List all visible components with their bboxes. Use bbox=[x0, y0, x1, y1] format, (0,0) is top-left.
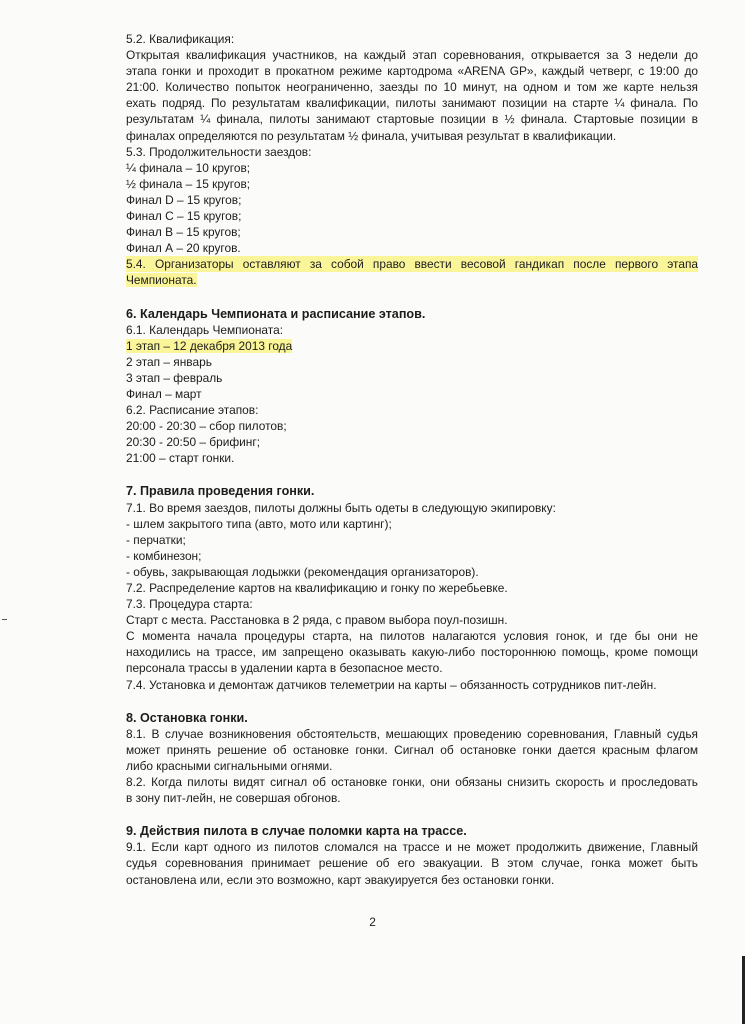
list-item: Финал С – 15 кругов; bbox=[126, 209, 242, 224]
list-item: Финал В – 15 кругов; bbox=[126, 225, 241, 240]
paragraph-line: остановлена или, если это возможно, карт эвакуируется без остановки гонки. bbox=[126, 872, 555, 887]
list-item: Финал А – 20 кругов. bbox=[126, 241, 241, 256]
paragraph-line: 9.1. Если карт одного из пилотов сломался на трассе и не может продолжить движение, Главный bbox=[126, 840, 698, 855]
page-number: 2 bbox=[369, 915, 376, 929]
section-7-4-text: 7.4. Установка и демонтаж датчиков телеметрии на карты – обязанность сотрудников пит-лейн. bbox=[126, 677, 657, 692]
list-item: 3 этап – февраль bbox=[126, 370, 223, 385]
paragraph-line: 8.1. В случае возникновения обстоятельств, мешающих проведению соревнования, Главный судья bbox=[126, 726, 698, 741]
paragraph-line: Открытая квалификация участников, на каждый этап соревнования, открывается за 3 недели до bbox=[126, 48, 698, 63]
list-item: - перчатки; bbox=[126, 532, 186, 547]
list-item: ¼ финала – 10 кругов; bbox=[126, 160, 251, 175]
list-item: ½ финала – 15 кругов; bbox=[126, 176, 251, 191]
section-5-2-heading: 5.2. Квалификация: bbox=[126, 32, 235, 46]
section-7-title: 7. Правила проведения гонки. bbox=[126, 484, 315, 499]
section-8-1-paragraph bbox=[126, 726, 698, 774]
list-item: Финал D – 15 кругов; bbox=[126, 192, 242, 207]
paragraph-line: С момента начала процедуры старта, на пилотов налагаются условия гонок, и где бы они не bbox=[126, 629, 698, 644]
paragraph-line: финалах определяются по результатам ½ финала, учитывая результат в квалификации. bbox=[126, 128, 617, 143]
section-7-1-text: 7.1. Во время заездов, пилоты должны быть одеты в следующую экипировку: bbox=[126, 500, 556, 515]
section-6-title: 6. Календарь Чемпионата и расписание этапов. bbox=[126, 306, 426, 321]
paragraph-line: 21:00. Количество попыток неограниченно, заезды по 10 минут, на одном и том же карте нельзя bbox=[126, 80, 698, 95]
section-6-2-heading: 6.2. Расписание этапов: bbox=[126, 403, 259, 418]
section-7-3-heading: 7.3. Процедура старта: bbox=[126, 597, 253, 612]
paragraph-line: ехать подряд. По результатам квалификации, пилоты занимают позиции на старте ¼ финала. По bbox=[126, 96, 698, 111]
section-9-title: 9. Действия пилота в случае поломки карта на трассе. bbox=[126, 824, 467, 839]
paragraph-line: этапа гонки и проходит в прокатном режиме картодрома «ARENA GP», каждый четверг, с 19:00 до bbox=[126, 64, 698, 79]
list-item: 20:30 - 20:50 – брифинг; bbox=[126, 435, 260, 450]
highlighted-line: 5.4. Организаторы оставляют за собой право ввести весовой гандикап после первого этапа bbox=[126, 257, 698, 272]
section-7-2-text: 7.2. Распределение картов на квалификацию и гонку по жеребьевке. bbox=[126, 581, 508, 595]
list-item: 2 этап – январь bbox=[126, 354, 212, 369]
paragraph-line: в зону пит-лейн, не совершая обгонов. bbox=[126, 791, 341, 806]
highlighted-line: Чемпионата. bbox=[126, 273, 197, 288]
section-8-title: 8. Остановка гонки. bbox=[126, 710, 248, 725]
list-item: Финал – март bbox=[126, 386, 202, 401]
paragraph-line: судья соревнования принимает решение об его эвакуации. В этом случае, гонка может быть bbox=[126, 856, 698, 871]
paragraph-line: персонала трассы в удалении карта в безопасное место. bbox=[126, 661, 443, 676]
paragraph-line: находились на трассе, им запрещено оказывать какую-либо постороннюю помощь, кроме помощи bbox=[126, 645, 698, 660]
section-8-2-paragraph bbox=[126, 774, 698, 806]
document-page bbox=[126, 31, 698, 888]
list-item: - комбинезон; bbox=[126, 548, 202, 563]
paragraph-line: либо красными сигнальными огнями. bbox=[126, 758, 333, 773]
section-5-4-highlighted bbox=[126, 256, 698, 288]
section-5-3-heading: 5.3. Продолжительности заездов: bbox=[126, 144, 312, 159]
section-7-3-text: Старт с места. Расстановка в 2 ряда, с правом выбора поул-позишн. bbox=[126, 613, 508, 628]
paragraph-line: может принять решение об остановке гонки. Сигнал об остановке гонки дается красным флагом bbox=[126, 742, 698, 757]
paragraph-line: результатам ¼ финала, пилоты занимают стартовые позиции в ½ финала. Стартовые позиции в bbox=[126, 112, 698, 127]
laps-list bbox=[126, 160, 698, 257]
section-7-3-paragraph bbox=[126, 628, 698, 676]
paragraph-line: 8.2. Когда пилоты видят сигнал об остановке гонки, они обязаны снизить скорость и проследовать bbox=[126, 775, 698, 790]
list-item: - обувь, закрывающая лодыжки (рекомендация организаторов). bbox=[126, 564, 479, 579]
list-item: 20:00 - 20:30 – сбор пилотов; bbox=[126, 419, 287, 434]
section-6-1-heading: 6.1. Календарь Чемпионата: bbox=[126, 322, 284, 337]
stage-1-highlighted: 1 этап – 12 декабря 2013 года bbox=[126, 338, 293, 353]
scan-mark bbox=[2, 619, 7, 620]
section-5-2-paragraph bbox=[126, 47, 698, 144]
section-9-1-paragraph bbox=[126, 839, 698, 887]
list-item: - шлем закрытого типа (авто, мото или картинг); bbox=[126, 516, 392, 531]
list-item: 21:00 – старт гонки. bbox=[126, 451, 235, 466]
